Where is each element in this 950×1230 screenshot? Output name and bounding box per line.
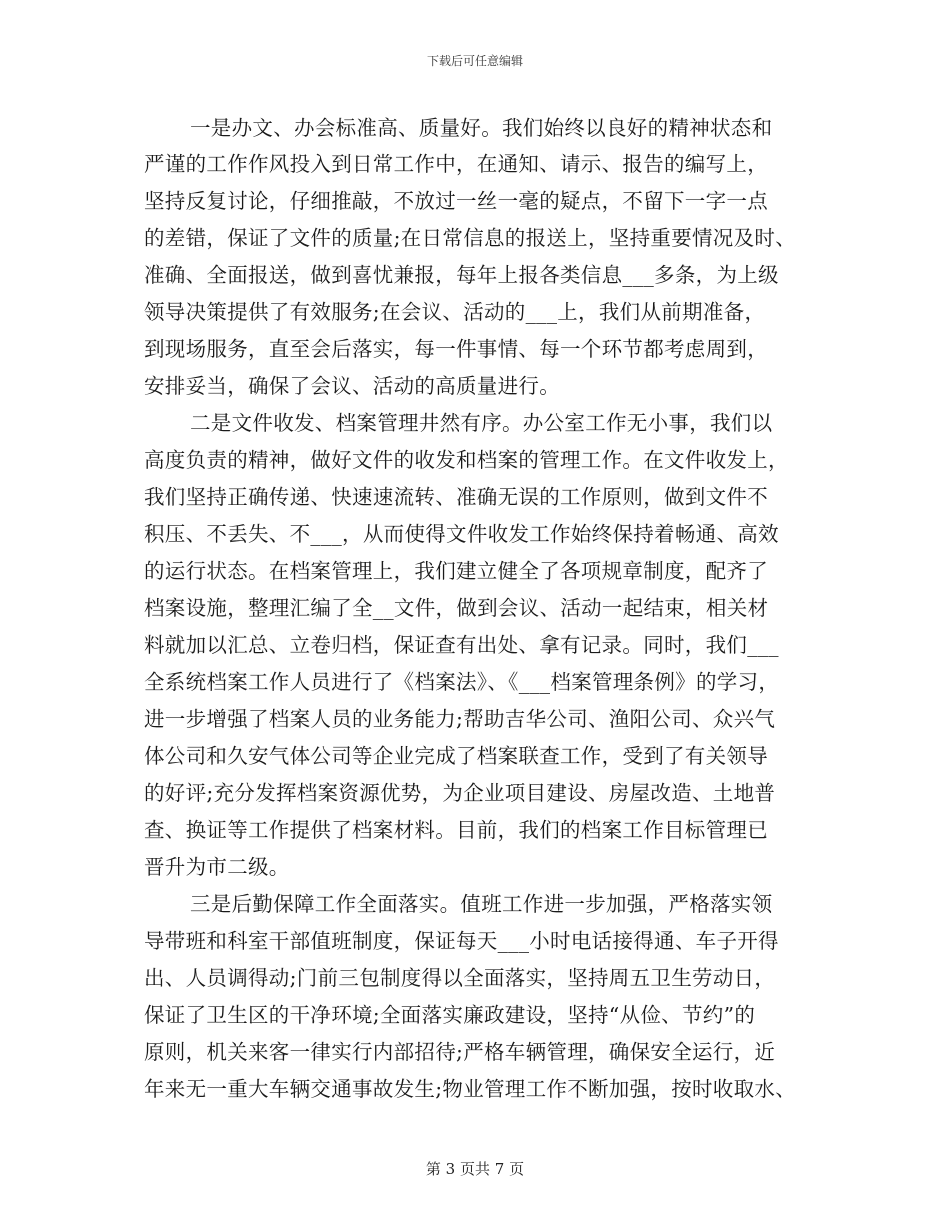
text-line: 我们坚持正确传递、快速速流转、准确无误的工作原则，做到文件不 (144, 485, 768, 509)
text-line: 坚持反复讨论，仔细推敲，不放过一丝一毫的疑点，不留下一字一点 (144, 189, 768, 213)
text-line: 的差错，保证了文件的质量;在日常信息的报送上，坚持重要情况及时、 (144, 226, 797, 250)
text-line: 一是办文、办会标准高、质量好。我们始终以良好的精神状态和 (190, 116, 773, 140)
text-line: 全系统档案工作人员进行了《档案法》、《___档案管理条例》的学习， (144, 670, 780, 694)
text-line: 原则，机关来客一律实行内部招待;严格车辆管理，确保安全运行，近 (144, 1040, 776, 1064)
page-header: 下载后可任意编辑 (426, 54, 523, 68)
text-line: 高度负责的精神，做好文件的收发和档案的管理工作。在文件收发上， (144, 448, 789, 472)
text-line: 二是文件收发、档案管理井然有序。办公室工作无小事，我们以 (190, 411, 773, 435)
text-line: 准确、全面报送，做到喜忧兼报，每年上报各类信息___多条，为上级 (144, 263, 779, 287)
text-line: 的好评;充分发挥档案资源优势，为企业项目建设、房屋改造、土地普 (144, 781, 776, 805)
text-line: 料就加以汇总、立卷归档，保证查有出处、拿有记录。同时，我们___ (144, 633, 779, 657)
text-line: 查、换证等工作提供了档案材料。目前，我们的档案工作目标管理已 (144, 818, 768, 842)
text-line: 三是后勤保障工作全面落实。值班工作进一步加强，严格落实领 (190, 892, 773, 916)
text-line: 安排妥当，确保了会议、活动的高质量进行。 (144, 374, 560, 398)
text-line: 进一步增强了档案人员的业务能力;帮助吉华公司、渔阳公司、众兴气 (144, 707, 776, 731)
text-line: 出、人员调得动;门前三包制度得以全面落实，坚持周五卫生劳动日， (144, 966, 776, 990)
text-line: 保证了卫生区的干净环境;全面落实廉政建设，坚持“从俭、节约”的 (144, 1003, 756, 1027)
text-line: 的运行状态。在档案管理上，我们建立健全了各项规章制度，配齐了 (144, 559, 768, 583)
text-line: 晋升为市二级。 (144, 855, 290, 879)
text-line: 导带班和科室干部值班制度，保证每天___小时电话接得通、车子开得 (144, 929, 779, 953)
text-line: 到现场服务，直至会后落实，每一件事情、每一个环节都考虑周到， (144, 337, 768, 361)
text-line: 领导决策提供了有效服务;在会议、活动的___上，我们从前期准备， (144, 300, 766, 324)
page-footer: 第 3 页共 7 页 (425, 1160, 525, 1178)
text-line: 体公司和久安气体公司等企业完成了档案联查工作，受到了有关领导 (144, 744, 768, 768)
text-line: 积压、不丢失、不___，从而使得文件收发工作始终保持着畅通、高效 (144, 522, 779, 546)
text-line: 年来无一重大车辆交通事故发生;物业管理工作不断加强，按时收取水、 (144, 1077, 797, 1101)
text-line: 档案设施，整理汇编了全__文件，做到会议、活动一起结束，相关材 (144, 596, 769, 620)
text-line: 严谨的工作作风投入到日常工作中，在通知、请示、报告的编写上， (144, 152, 768, 176)
